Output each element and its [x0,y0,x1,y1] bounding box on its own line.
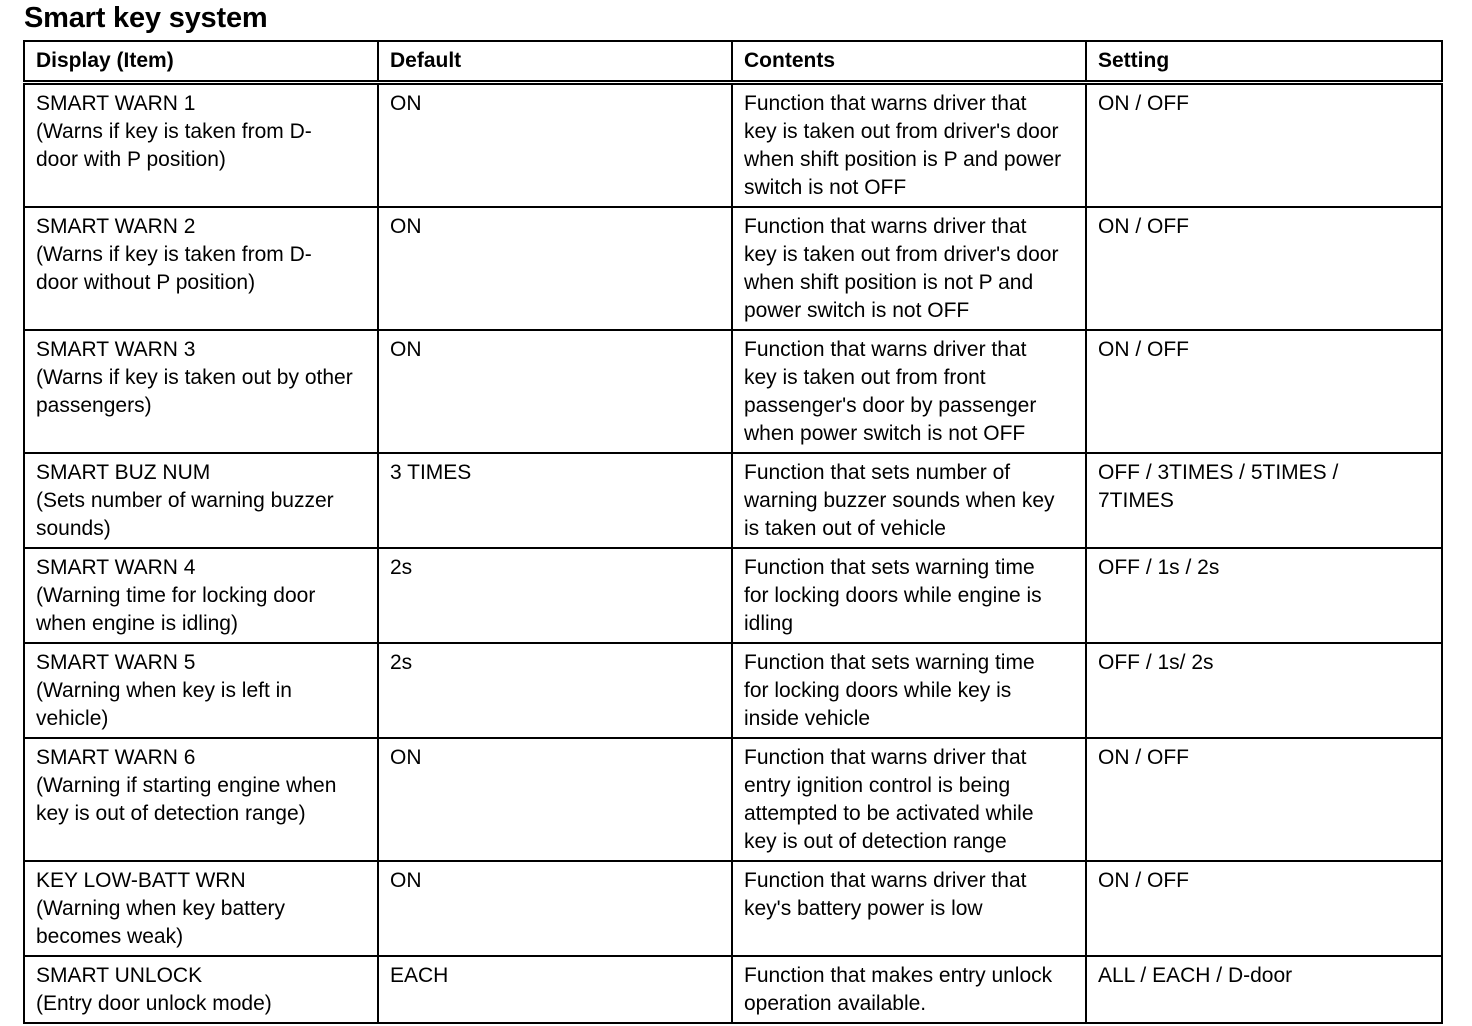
table-row [24,207,1442,330]
setting-options: 7TIMES [1098,488,1174,512]
cell-setting [1086,330,1442,453]
cell-default [378,453,732,548]
display-desc: becomes weak) [36,924,184,948]
table-row [24,861,1442,956]
table-row [24,643,1442,738]
contents-text: warning buzzer sounds when key [744,488,1055,512]
display-name: SMART WARN 2 [36,214,196,238]
display-desc: passengers) [36,393,152,417]
default-value: ON [390,214,422,238]
cell-default [378,956,732,1023]
display-name: SMART WARN 1 [36,91,196,115]
cell-contents [732,453,1086,548]
setting-options: OFF / 3TIMES / 5TIMES / [1098,460,1339,484]
cell-display [24,330,378,453]
cell-display [24,956,378,1023]
display-name: SMART BUZ NUM [36,460,211,484]
contents-text: key is taken out from driver's door [744,242,1059,266]
header-default: Default [378,41,732,82]
contents-text: Function that warns driver that [744,868,1027,892]
contents-text: passenger's door by passenger [744,393,1037,417]
page-title: Smart key system [24,2,268,34]
display-desc: (Warns if key is taken from D- [36,242,312,266]
setting-options: ON / OFF [1098,214,1189,238]
cell-contents [732,738,1086,861]
cell-contents [732,643,1086,738]
display-desc: (Warns if key is taken out by other [36,365,353,389]
display-desc: key is out of detection range) [36,801,306,825]
contents-text: Function that sets warning time [744,555,1035,579]
contents-text: key is taken out from front [744,365,986,389]
cell-default [378,330,732,453]
cell-contents [732,207,1086,330]
contents-text: attempted to be activated while [744,801,1034,825]
display-name: KEY LOW-BATT WRN [36,868,246,892]
setting-options: OFF / 1s / 2s [1098,555,1220,579]
setting-options: ON / OFF [1098,337,1189,361]
cell-display [24,738,378,861]
display-name: SMART WARN 4 [36,555,196,579]
table-row [24,956,1442,1023]
setting-options: ON / OFF [1098,745,1189,769]
display-desc: (Warning time for locking door [36,583,316,607]
cell-contents [732,861,1086,956]
setting-options: ON / OFF [1098,91,1189,115]
cell-display [24,548,378,643]
default-value: 2s [390,555,413,579]
table-row [24,82,1442,207]
contents-text: idling [744,611,794,635]
cell-setting [1086,643,1442,738]
contents-text: when shift position is P and power [744,147,1062,171]
cell-setting [1086,548,1442,643]
contents-text: Function that sets warning time [744,650,1035,674]
cell-display [24,453,378,548]
cell-default [378,738,732,861]
default-value: ON [390,745,422,769]
contents-text: when power switch is not OFF [744,421,1026,445]
cell-setting [1086,207,1442,330]
table-row [24,453,1442,548]
display-desc: (Sets number of warning buzzer [36,488,334,512]
cell-setting [1086,738,1442,861]
display-desc: when engine is idling) [36,611,238,635]
contents-text: when shift position is not P and [744,270,1034,294]
display-desc: door without P position) [36,270,256,294]
contents-text: entry ignition control is being [744,773,1011,797]
display-desc: (Warning if starting engine when [36,773,337,797]
table-row [24,548,1442,643]
contents-text: is taken out of vehicle [744,516,946,540]
header-setting: Setting [1086,41,1442,82]
contents-text: power switch is not OFF [744,298,970,322]
cell-default [378,82,732,207]
contents-text: Function that warns driver that [744,745,1027,769]
cell-display [24,82,378,207]
contents-text: switch is not OFF [744,175,907,199]
cell-contents [732,548,1086,643]
cell-display [24,861,378,956]
cell-default [378,548,732,643]
contents-text: Function that warns driver that [744,91,1027,115]
cell-display [24,207,378,330]
contents-text: Function that warns driver that [744,214,1027,238]
contents-text: inside vehicle [744,706,871,730]
display-name: SMART WARN 3 [36,337,196,361]
contents-text: key is taken out from driver's door [744,119,1059,143]
display-desc: door with P position) [36,147,226,171]
contents-text: Function that sets number of [744,460,1011,484]
cell-contents [732,330,1086,453]
cell-setting [1086,956,1442,1023]
display-desc: (Warning when key battery [36,896,285,920]
cell-contents [732,956,1086,1023]
setting-options: ON / OFF [1098,868,1189,892]
cell-setting [1086,453,1442,548]
default-value: 3 TIMES [390,460,472,484]
display-name: SMART WARN 6 [36,745,196,769]
display-name: SMART UNLOCK [36,963,203,987]
display-desc: vehicle) [36,706,109,730]
contents-text: for locking doors while key is [744,678,1012,702]
cell-default [378,861,732,956]
cell-display [24,643,378,738]
contents-text: Function that makes entry unlock [744,963,1053,987]
cell-setting [1086,82,1442,207]
default-value: EACH [390,963,449,987]
cell-default [378,643,732,738]
default-value: ON [390,868,422,892]
setting-options: ALL / EACH / D-door [1098,963,1293,987]
default-value: ON [390,91,422,115]
display-desc: sounds) [36,516,111,540]
settings-table [23,40,1443,1024]
header-contents: Contents [732,41,1086,82]
cell-default [378,207,732,330]
setting-options: OFF / 1s/ 2s [1098,650,1214,674]
default-value: ON [390,337,422,361]
contents-text: operation available. [744,991,927,1015]
contents-text: key is out of detection range [744,829,1007,853]
contents-text: for locking doors while engine is [744,583,1042,607]
table-header-row [24,41,1442,82]
cell-contents [732,82,1086,207]
table-row [24,738,1442,861]
display-desc: (Warns if key is taken from D- [36,119,312,143]
display-desc: (Entry door unlock mode) [36,991,272,1015]
default-value: 2s [390,650,413,674]
contents-text: Function that warns driver that [744,337,1027,361]
contents-text: key's battery power is low [744,896,983,920]
display-desc: (Warning when key is left in [36,678,292,702]
table-row [24,330,1442,453]
cell-setting [1086,861,1442,956]
display-name: SMART WARN 5 [36,650,196,674]
header-display-item: Display (Item) [24,41,378,82]
